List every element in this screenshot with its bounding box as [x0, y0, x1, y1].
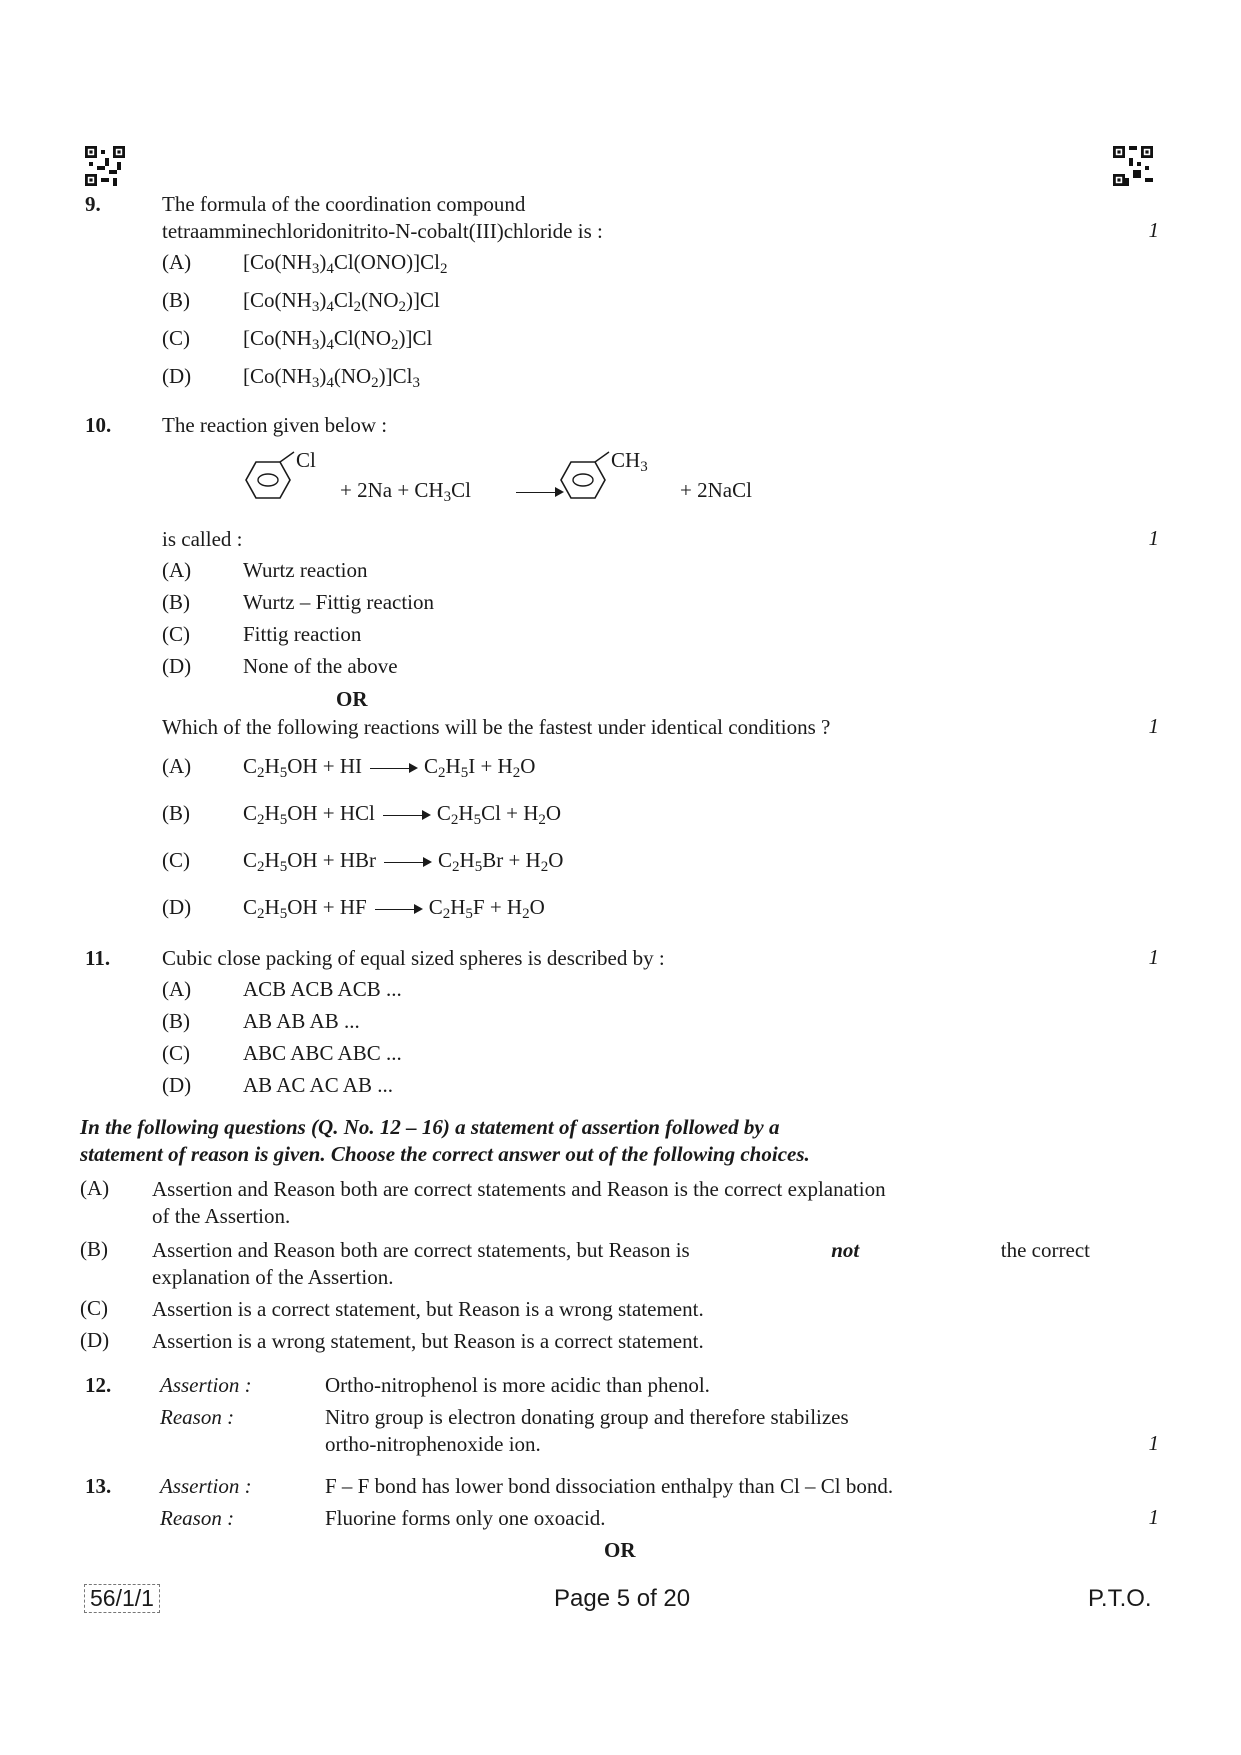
choice-emphasis: not — [831, 1238, 860, 1262]
choice-text: Assertion is a correct statement, but Reason is a wrong statement. — [152, 1297, 704, 1321]
option-formula: $[Co(NH_3)_4Cl(NO_2)]Cl$ — [243, 326, 433, 353]
reaction-product: + 2NaCl — [680, 478, 752, 502]
instructions-text: In the following questions (Q. No. 12 – 16) a statement of assertion followed by a — [80, 1115, 780, 1139]
choice-label: (D) — [80, 1328, 110, 1352]
reason-text: Fluorine forms only one oxoacid. — [325, 1506, 606, 1530]
choice-label: (B) — [80, 1237, 108, 1261]
choice-text: of the Assertion. — [152, 1204, 291, 1228]
marks: 1 — [1148, 1505, 1159, 1529]
option-text: ABC ABC ABC ... — [243, 1041, 402, 1065]
assertion-text: Ortho-nitrophenol is more acidic than phenol. — [325, 1373, 710, 1397]
option-text: Fittig reaction — [243, 622, 362, 646]
option-label: (A) — [162, 558, 192, 582]
question-number: 12. — [85, 1373, 112, 1397]
option-formula: $[Co(NH_3)_4Cl(ONO)]Cl_2$ — [243, 250, 448, 277]
option-text: AB AB AB ... — [243, 1009, 360, 1033]
question-number: 10. — [85, 413, 112, 437]
choice-text-part: the correct — [1000, 1238, 1090, 1262]
choice-text: Assertion and Reason both are correct statements and Reason is the correct explanation — [152, 1177, 886, 1201]
question-number: 13. — [85, 1474, 112, 1498]
marks: 1 — [1148, 218, 1159, 242]
choice-label: (A) — [80, 1176, 110, 1200]
option-label: (C) — [162, 326, 190, 350]
choice-text: explanation of the Assertion. — [152, 1265, 394, 1289]
question-text: The reaction given below : — [162, 413, 388, 437]
choice-label: (C) — [80, 1296, 108, 1320]
option-label: (C) — [162, 848, 190, 872]
choice-text-part: Assertion and Reason both are correct statements, but Reason is — [152, 1238, 690, 1262]
reason-label: Reason : — [160, 1405, 235, 1429]
qr-code-left — [85, 146, 125, 186]
option-equation: $C_2H_5OH$ + HI $C_2H_5I + H_2O$ — [243, 754, 536, 781]
substituent-label: Cl — [296, 448, 316, 472]
option-label: (A) — [162, 977, 192, 1001]
marks: 1 — [1148, 945, 1159, 969]
or-separator: OR — [604, 1538, 636, 1562]
option-equation: $C_2H_5OH$ + HCl $C_2H_5Cl + H_2O$ — [243, 801, 562, 828]
option-label: (D) — [162, 895, 192, 919]
reason-text: ortho-nitrophenoxide ion. — [325, 1432, 541, 1456]
question-text: The formula of the coordination compound — [162, 192, 526, 216]
option-text: None of the above — [243, 654, 398, 678]
option-label: (D) — [162, 364, 192, 388]
question-text: tetraamminechloridonitrito-N-cobalt(III)chloride is : — [162, 219, 603, 243]
choice-text — [152, 1237, 1090, 1263]
option-label: (B) — [162, 801, 190, 825]
pto-label: P.T.O. — [1088, 1585, 1152, 1612]
option-label: (D) — [162, 1073, 192, 1097]
reaction-reagents: + $2Na + CH_3Cl$ — [340, 478, 471, 505]
choice-text: Assertion is a wrong statement, but Reason is a correct statement. — [152, 1329, 704, 1353]
option-label: (B) — [162, 590, 190, 614]
marks: 1 — [1148, 714, 1159, 738]
page-number: Page 5 of 20 — [554, 1585, 691, 1612]
option-text: ACB ACB ACB ... — [243, 977, 402, 1001]
option-equation: $C_2H_5OH$ + HF $C_2H_5F + H_2O$ — [243, 895, 545, 922]
reason-text: Nitro group is electron donating group and therefore stabilizes — [325, 1405, 849, 1429]
option-text: Wurtz reaction — [243, 558, 368, 582]
assertion-label: Assertion : — [160, 1474, 252, 1498]
or-separator: OR — [336, 687, 368, 711]
question-number: 11. — [85, 946, 111, 970]
question-text: Which of the following reactions will be the fastest under identical conditions ? — [162, 715, 831, 739]
option-label: (C) — [162, 622, 190, 646]
option-label: (D) — [162, 654, 192, 678]
question-number: 9. — [85, 192, 101, 216]
option-label: (B) — [162, 1009, 190, 1033]
option-label: (A) — [162, 250, 192, 274]
option-text: AB AC AC AB ... — [243, 1073, 393, 1097]
option-label: (B) — [162, 288, 190, 312]
question-text: Cubic close packing of equal sized spheres is described by : — [162, 946, 665, 970]
option-label: (A) — [162, 754, 192, 778]
marks: 1 — [1148, 1431, 1159, 1455]
instructions-text: statement of reason is given. Choose the correct answer out of the following choices. — [80, 1142, 810, 1166]
assertion-label: Assertion : — [160, 1373, 252, 1397]
question-text: is called : — [162, 527, 243, 551]
option-formula: $[Co(NH_3)_4(NO_2)]Cl_3$ — [243, 364, 420, 391]
option-equation: $C_2H_5OH$ + HBr $C_2H_5Br + H_2O$ — [243, 848, 564, 875]
option-text: Wurtz – Fittig reaction — [243, 590, 435, 614]
substituent-label: $CH_3$ — [611, 448, 648, 475]
assertion-text: F – F bond has lower bond dissociation enthalpy than Cl – Cl bond. — [325, 1474, 894, 1498]
option-formula: $[Co(NH_3)_4Cl_2(NO_2)]Cl$ — [243, 288, 440, 315]
marks: 1 — [1148, 526, 1159, 550]
reason-label: Reason : — [160, 1506, 235, 1530]
paper-code: 56/1/1 — [84, 1584, 160, 1613]
qr-code-right — [1113, 146, 1153, 186]
option-label: (C) — [162, 1041, 190, 1065]
